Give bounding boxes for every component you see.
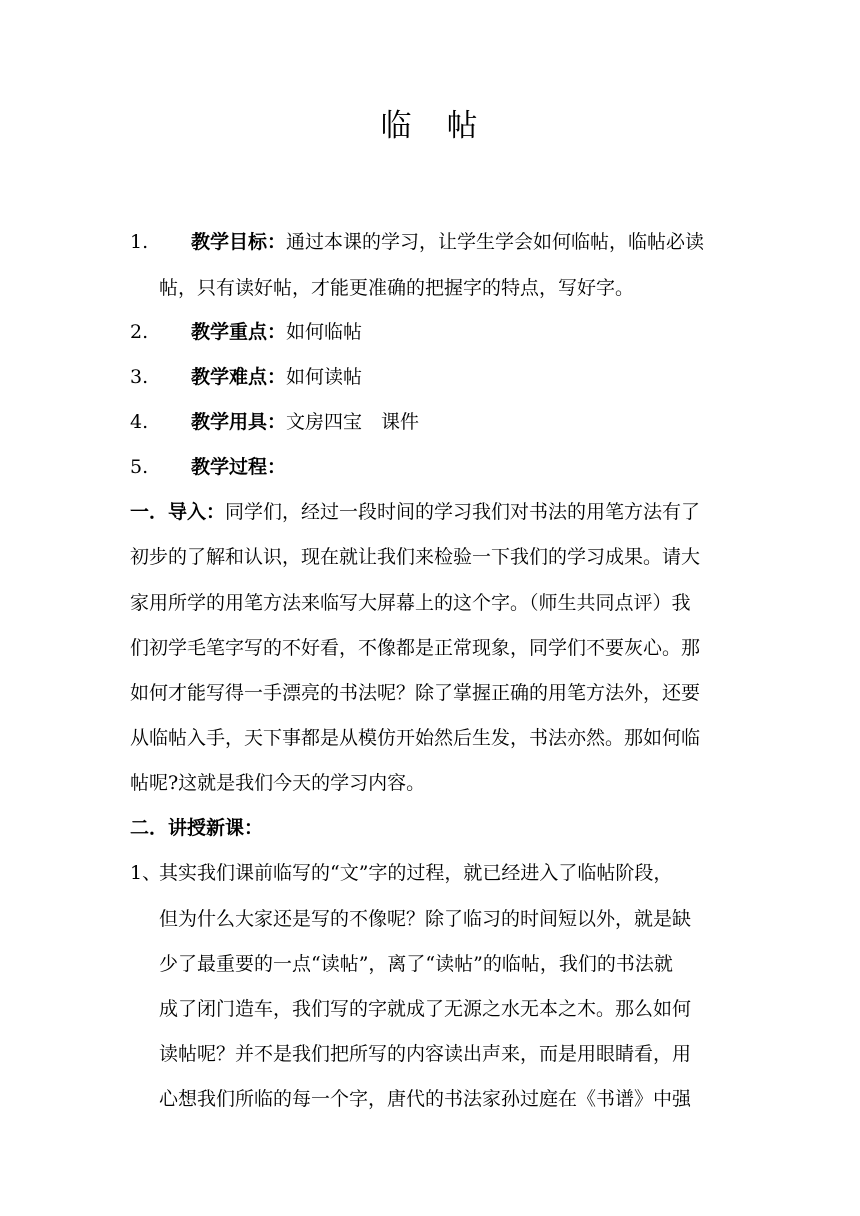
item-label: 教学过程： xyxy=(191,456,287,478)
lesson-paragraph-line: 心想我们所临的每一个字，唐代的书法家孙过庭在《书谱》中强 xyxy=(159,1088,692,1110)
intro-paragraph-line: 一．导入：同学们，经过一段时间的学习我们对书法的用笔方法有了 xyxy=(130,501,701,523)
list-item xyxy=(191,319,362,345)
intro-paragraph-line: 们初学毛笔字写的不好看，不像都是正常现象，同学们不要灰心。那 xyxy=(130,637,701,659)
lesson-paragraph-line: 少了最重要的一点“读帖”，离了“读帖”的临帖，我们的书法就 xyxy=(159,953,673,975)
item-label: 教学目标： xyxy=(191,231,287,253)
list-item xyxy=(191,229,704,255)
intro-paragraph-line: 帖呢?这就是我们今天的学习内容。 xyxy=(130,772,426,794)
list-item xyxy=(191,409,419,435)
item-label: 教学重点： xyxy=(191,321,287,343)
item-text: 通过本课的学习，让学生学会如何临帖，临帖必读 xyxy=(286,231,705,253)
lesson-paragraph-line: 其实我们课前临写的“文”字的过程，就已经进入了临帖阶段， xyxy=(159,862,673,884)
item-text: 如何读帖 xyxy=(286,366,363,388)
item-text: 文房四宝 课件 xyxy=(286,411,420,433)
item-label: 教学用具： xyxy=(191,411,287,433)
list-number: 4. xyxy=(130,411,149,433)
list-number: 5. xyxy=(130,456,149,478)
list-item xyxy=(191,454,286,480)
lesson-paragraph-line: 成了闭门造车，我们写的字就成了无源之水无本之木。那么如何 xyxy=(159,998,692,1020)
intro-paragraph-line: 如何才能写得一手漂亮的书法呢？除了掌握正确的用笔方法外，还要 xyxy=(130,682,701,704)
intro-paragraph-line: 从临帖入手，天下事都是从模仿开始然后生发，书法亦然。那如何临 xyxy=(130,727,701,749)
item-label: 教学难点： xyxy=(191,366,287,388)
intro-paragraph-line: 初步的了解和认识，现在就让我们来检验一下我们的学习成果。请大 xyxy=(130,546,701,568)
list-number: 3. xyxy=(130,366,149,388)
document-title: 临 帖 xyxy=(380,108,480,144)
list-item xyxy=(191,364,362,390)
intro-heading: 一．导入： xyxy=(130,501,226,523)
list-number: 2. xyxy=(130,321,149,343)
intro-paragraph-line: 家用所学的用笔方法来临写大屏幕上的这个字。（师生共同点评）我 xyxy=(130,592,691,614)
lesson-paragraph-line: 读帖呢？并不是我们把所写的内容读出声来，而是用眼睛看，用 xyxy=(159,1043,692,1065)
lesson-paragraph-line: 但为什么大家还是写的不像呢？除了临习的时间短以外，就是缺 xyxy=(159,908,692,930)
item-continuation: 帖，只有读好帖，才能更准确的把握字的特点，写好字。 xyxy=(159,277,635,299)
item-text: 如何临帖 xyxy=(286,321,363,343)
list-number: 1. xyxy=(130,231,149,253)
section-heading: 二．讲授新课： xyxy=(130,817,264,839)
list-number: 1、 xyxy=(130,862,162,884)
